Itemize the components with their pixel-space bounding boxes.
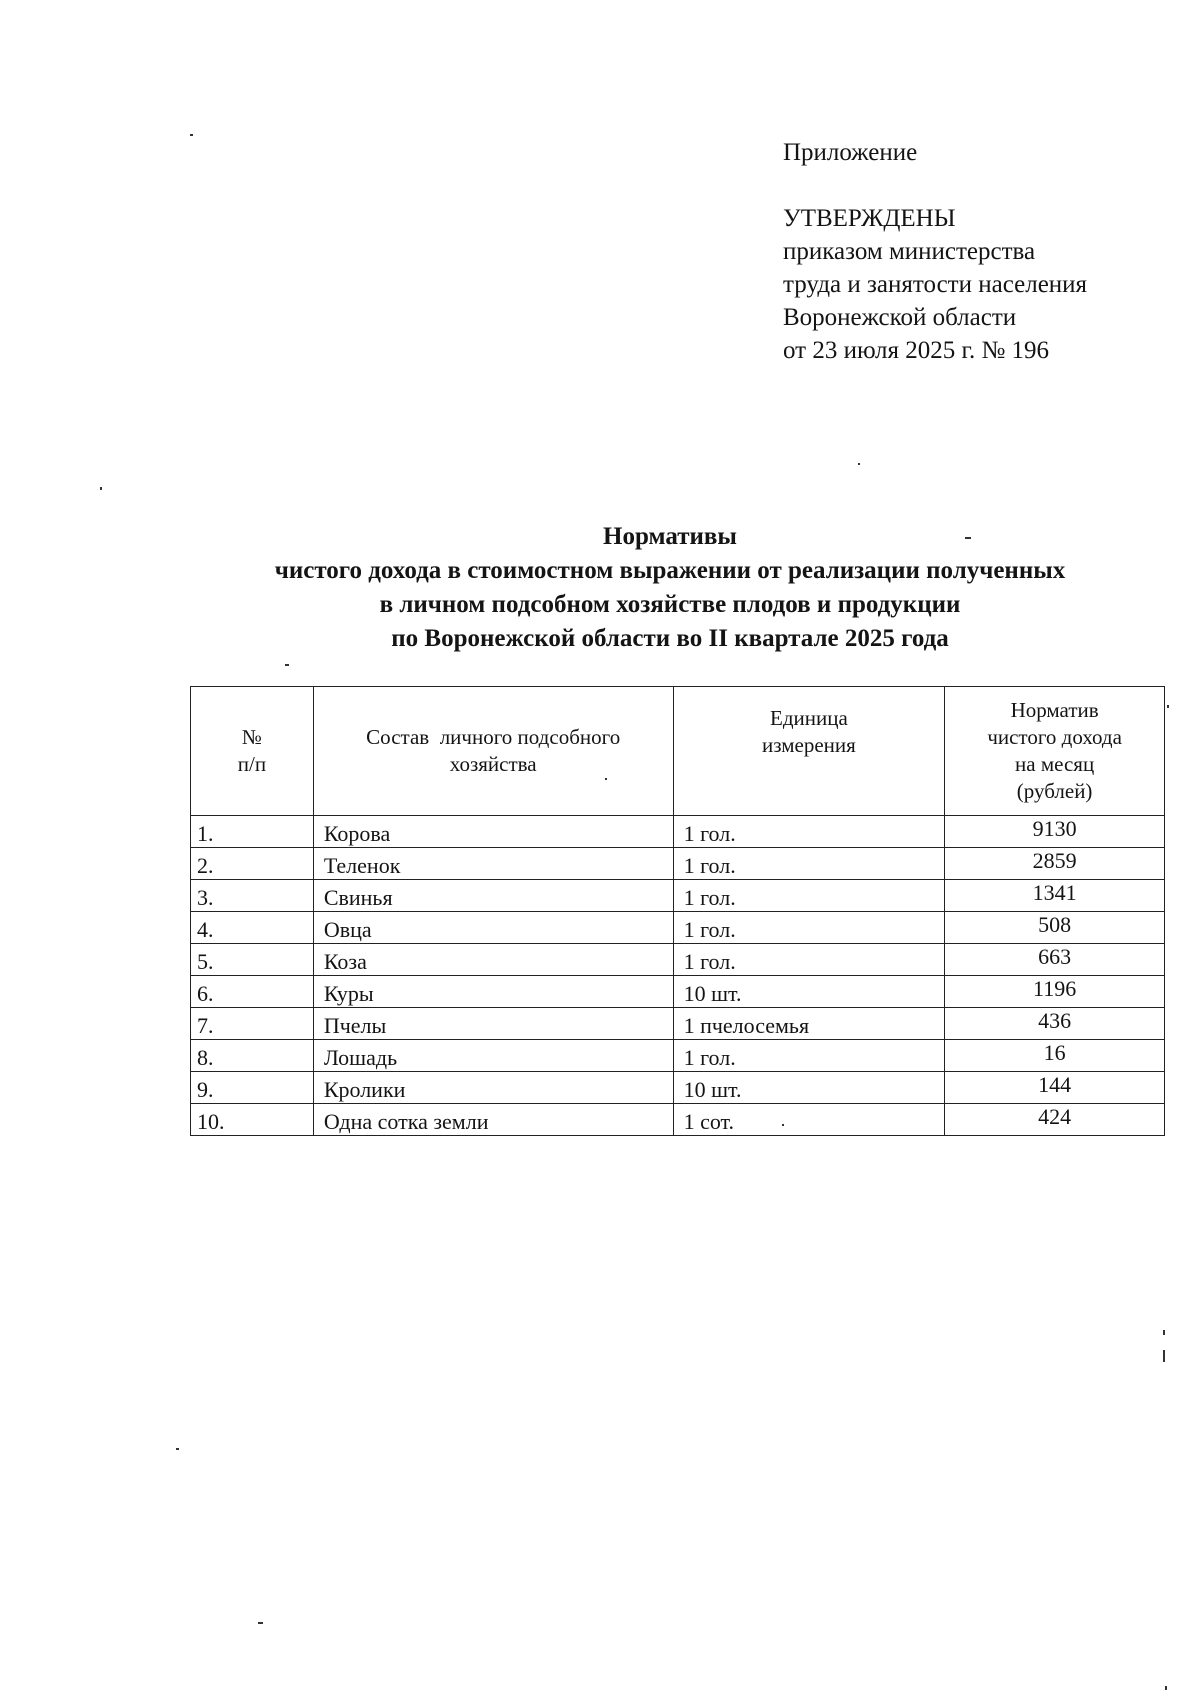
row-norm-value: 9130	[945, 816, 1165, 848]
row-unit: 1 гол.	[673, 848, 945, 880]
approval-block	[783, 136, 1163, 367]
row-composition: Куры	[313, 976, 673, 1008]
table-row	[191, 1104, 1165, 1136]
row-composition: Теленок	[313, 848, 673, 880]
scan-speck	[1163, 1330, 1165, 1335]
approval-line-4: от 23 июля 2025 г. № 196	[783, 337, 1050, 364]
approval-line-2: труда и занятости населения	[783, 271, 1088, 298]
row-unit: 1 гол.	[673, 816, 945, 848]
header-norm-line-2: чистого дохода	[987, 725, 1122, 749]
table-body	[191, 816, 1165, 1136]
row-composition: Лошадь	[313, 1040, 673, 1072]
row-composition: Кролики	[313, 1072, 673, 1104]
row-number: 4.	[191, 912, 314, 944]
title-line-2: чистого дохода в стоимостном выражении от реализации полученных	[274, 557, 1066, 584]
header-norm	[945, 687, 1165, 816]
row-number: 5.	[191, 944, 314, 976]
row-composition: Одна сотка земли	[313, 1104, 673, 1136]
table-header-row	[191, 687, 1165, 816]
row-number: 3.	[191, 880, 314, 912]
row-composition: Коза	[313, 944, 673, 976]
row-norm-value: 424	[945, 1104, 1165, 1136]
table-row	[191, 976, 1165, 1008]
scan-speck	[176, 1448, 179, 1450]
row-composition: Свинья	[313, 880, 673, 912]
header-composition-line-1: Состав личного подсобного	[366, 725, 621, 749]
header-norm-line-3: на месяц	[1015, 752, 1095, 776]
table-row	[191, 880, 1165, 912]
row-composition: Пчелы	[313, 1008, 673, 1040]
scan-speck	[1163, 1350, 1165, 1362]
approval-line-1: приказом министерства	[783, 238, 1036, 265]
row-number: 1.	[191, 816, 314, 848]
row-norm-value: 1341	[945, 880, 1165, 912]
row-number: 10.	[191, 1104, 314, 1136]
row-norm-value: 16	[945, 1040, 1165, 1072]
row-unit: 1 сот.	[673, 1104, 945, 1136]
scan-speck	[858, 463, 860, 465]
row-norm-value: 1196	[945, 976, 1165, 1008]
table-row	[191, 816, 1165, 848]
header-number-line-2: п/п	[237, 752, 267, 776]
table-row	[191, 944, 1165, 976]
header-number	[191, 687, 314, 816]
scan-speck	[782, 1124, 784, 1126]
row-unit: 1 пчелосемья	[673, 1008, 945, 1040]
row-unit: 1 гол.	[673, 944, 945, 976]
row-unit: 10 шт.	[673, 976, 945, 1008]
header-unit	[673, 687, 945, 816]
row-unit: 1 гол.	[673, 1040, 945, 1072]
header-composition	[313, 687, 673, 816]
approved-label: УТВЕРЖДЕНЫ	[783, 205, 956, 232]
table-row	[191, 1008, 1165, 1040]
scan-speck	[1167, 705, 1169, 708]
header-norm-line-1: Норматив	[1010, 698, 1099, 722]
row-unit: 1 гол.	[673, 912, 945, 944]
row-number: 2.	[191, 848, 314, 880]
table-row	[191, 1040, 1165, 1072]
row-number: 8.	[191, 1040, 314, 1072]
norms-table	[190, 686, 1165, 1136]
row-number: 7.	[191, 1008, 314, 1040]
row-norm-value: 663	[945, 944, 1165, 976]
approval-line-3: Воронежской области	[783, 304, 1017, 331]
row-norm-value: 144	[945, 1072, 1165, 1104]
row-number: 6.	[191, 976, 314, 1008]
header-unit-line-1: Единица	[770, 706, 848, 730]
row-composition: Корова	[313, 816, 673, 848]
row-norm-value: 436	[945, 1008, 1165, 1040]
appendix-label: Приложение	[783, 139, 918, 166]
scan-speck	[1165, 1686, 1167, 1690]
header-composition-line-2: хозяйства	[449, 752, 537, 776]
title-line-3: в личном подсобном хозяйстве плодов и продукции	[379, 591, 961, 618]
scan-speck	[190, 134, 193, 136]
scan-speck	[965, 537, 971, 539]
title-line-4: по Воронежской области во II квартале 2025 года	[391, 625, 949, 652]
row-unit: 10 шт.	[673, 1072, 945, 1104]
scan-speck	[258, 1622, 263, 1624]
scan-speck	[605, 778, 607, 780]
table-row	[191, 1072, 1165, 1104]
header-norm-line-4: (рублей)	[1016, 779, 1093, 803]
scan-speck	[100, 487, 102, 490]
header-number-line-1: №	[241, 725, 262, 749]
row-norm-value: 508	[945, 912, 1165, 944]
row-unit: 1 гол.	[673, 880, 945, 912]
header-unit-line-2: измерения	[762, 733, 856, 757]
row-composition: Овца	[313, 912, 673, 944]
row-number: 9.	[191, 1072, 314, 1104]
row-norm-value: 2859	[945, 848, 1165, 880]
scan-speck	[285, 664, 289, 666]
table-row	[191, 848, 1165, 880]
title-line-1: Нормативы	[603, 523, 737, 550]
table-row	[191, 912, 1165, 944]
document-title	[190, 520, 1150, 656]
